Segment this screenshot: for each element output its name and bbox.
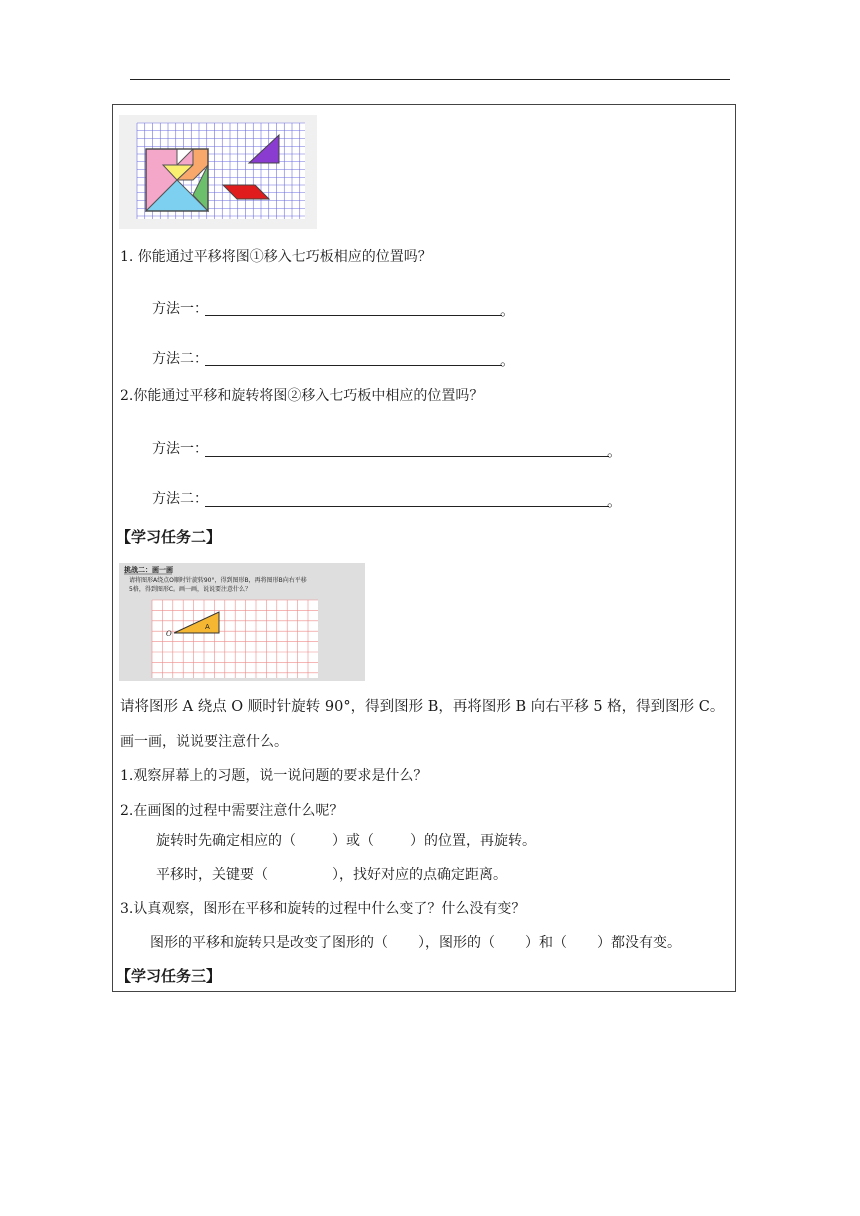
challenge-svg xyxy=(119,563,365,681)
question-2: 2.你能通过平移和旋转将图②移入七巧板中相应的位置吗？ xyxy=(120,388,484,404)
point-o-label: O xyxy=(166,630,172,638)
tangram-figure xyxy=(119,115,317,229)
q1-method-1-blank[interactable] xyxy=(205,315,502,316)
fill-rotation-part-a: 旋转时先确定相应的（ xyxy=(156,833,296,849)
q1-method-2-label: 方法二： xyxy=(152,351,208,367)
fill-translation-part-a: 平移时，关键要（ xyxy=(156,867,268,883)
fill-conclusion-part-b: ），图形的（ xyxy=(418,935,495,951)
task-2-instruction-line-2: 画一画，说说要注意什么。 xyxy=(120,734,288,750)
q2-method-2-label: 方法二： xyxy=(152,491,208,507)
task-2-sub-question-2: 2.在画图的过程中需要注意什么呢？ xyxy=(120,803,344,819)
fill-conclusion-part-c: ）和（ xyxy=(525,935,567,951)
tangram-svg xyxy=(119,115,317,229)
fill-translation-part-b: ），找好对应的点确定距离。 xyxy=(332,867,507,883)
task-3-heading: 【学习任务三】 xyxy=(116,967,222,985)
task-2-instruction-line-1: 请将图形 A 绕点 O 顺时针旋转 90°，得到图形 B，再将图形 B 向右平移 5 格，得到图形 C。 xyxy=(120,699,725,715)
question-1: 1. 你能通过平移将图①移入七巧板相应的位置吗？ xyxy=(120,249,432,265)
fill-conclusion-part-a: 图形的平移和旋转只是改变了图形的（ xyxy=(150,935,388,951)
task-2-sub-question-3: 3.认真观察，图形在平移和旋转的过程中什么变了？什么没有变？ xyxy=(120,901,526,917)
q1-method-1-label: 方法一： xyxy=(152,301,208,317)
fill-rotation-part-c: ）的位置，再旋转。 xyxy=(410,833,536,849)
q2-method-2-blank[interactable] xyxy=(205,506,609,507)
fill-conclusion-part-d: ）都没有变。 xyxy=(597,935,681,951)
header-rule xyxy=(130,79,730,80)
fill-rotation-part-b: ）或（ xyxy=(332,833,374,849)
q2-method-1-blank[interactable] xyxy=(205,456,609,457)
q1-method-2-period: 。 xyxy=(500,351,516,369)
q2-method-1-label: 方法一： xyxy=(152,441,208,457)
triangle-a-label: A xyxy=(205,623,210,631)
fill-in-conclusion xyxy=(150,934,681,952)
q2-method-2-period: 。 xyxy=(607,492,623,510)
challenge-text-line-1: 请将图形A绕点O顺时针旋转90°，得到图形B，再将图形B向右平移 xyxy=(129,577,307,584)
task-2-sub-question-1: 1.观察屏幕上的习题，说一说问题的要求是什么？ xyxy=(120,768,428,784)
q1-method-2-blank[interactable] xyxy=(205,365,502,366)
fill-in-rotation xyxy=(156,832,536,850)
content-frame xyxy=(112,104,736,992)
challenge-text-line-2: 5格，得到图形C。画一画，说说要注意什么？ xyxy=(129,586,252,593)
fill-in-translation xyxy=(156,866,507,884)
challenge-figure xyxy=(119,563,365,681)
challenge-title: 挑战二：画一画 xyxy=(124,566,173,574)
task-2-heading: 【学习任务二】 xyxy=(116,528,222,546)
q2-method-1-period: 。 xyxy=(607,442,623,460)
q1-method-1-period: 。 xyxy=(500,301,516,319)
